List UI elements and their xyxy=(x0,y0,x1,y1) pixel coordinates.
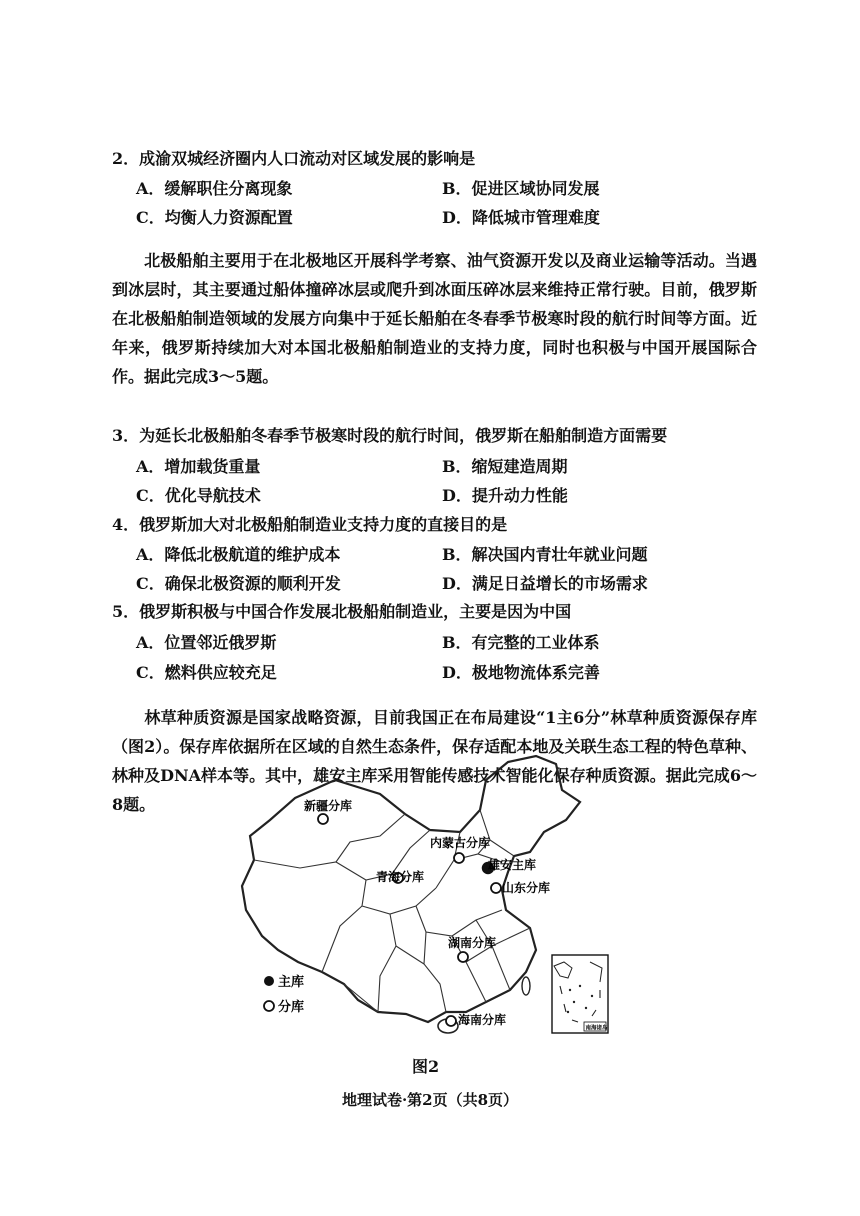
question-3-option-c: C．优化导航技术 xyxy=(136,486,261,505)
question-5-option-a: A．位置邻近俄罗斯 xyxy=(136,633,277,652)
label-hunan: 湖南分库 xyxy=(448,936,497,950)
label-qinghai: 青海分库 xyxy=(376,870,425,884)
china-map-figure xyxy=(240,750,610,1045)
label-xinjiang: 新疆分库 xyxy=(304,799,353,813)
question-3-option-a: A．增加载货重量 xyxy=(136,457,261,476)
question-5-option-b: B．有完整的工业体系 xyxy=(442,633,600,652)
question-3-option-b: B．缩短建造周期 xyxy=(442,457,568,476)
question-2-option-c: C．均衡人力资源配置 xyxy=(136,208,293,227)
question-2-option-a: A．缓解职住分离现象 xyxy=(136,179,293,198)
marker-xinjiang xyxy=(318,814,328,824)
legend-main-label: 主库 xyxy=(278,975,305,990)
question-3-option-d: D．提升动力性能 xyxy=(442,486,568,505)
question-4-option-a: A．降低北极航道的维护成本 xyxy=(136,545,341,564)
marker-shandong xyxy=(491,883,501,893)
label-xiongan: 雄安主库 xyxy=(488,858,537,872)
question-5-option-d: D．极地物流体系完善 xyxy=(442,663,600,682)
figure-caption: 图2 xyxy=(412,1057,440,1076)
taiwan-island xyxy=(522,977,530,995)
label-hainan: 海南分库 xyxy=(458,1013,507,1027)
label-neimenggu: 内蒙古分库 xyxy=(430,836,491,850)
passage-germplasm-text: 林草种质资源是国家战略资源，目前我国正在布局建设“1主6分”林草种质资源保存库（图2）。保存库依据所在区域的自然生态条件，保存适配本地及关联生态工程的特色草种、林种及DNA样本等。其中，雄安主库采用智能传感技术智能化保存种质资源。据此完成6～8题。 xyxy=(112,708,757,814)
passage-arctic-ships xyxy=(112,246,757,391)
question-4-option-c: C．确保北极资源的顺利开发 xyxy=(136,574,341,593)
question-2-stem: 2．成渝双城经济圈内人口流动对区域发展的影响是 xyxy=(112,149,476,168)
question-2-option-d: D．降低城市管理难度 xyxy=(442,208,600,227)
question-5-stem: 5．俄罗斯积极与中国合作发展北极船舶制造业，主要是因为中国 xyxy=(112,602,572,621)
page-footer: 地理试卷·第2页（共8页） xyxy=(341,1091,519,1109)
inset-label: 南海诸岛 xyxy=(585,1025,608,1032)
passage-arctic-ships-text: 北极船舶主要用于在北极地区开展科学考察、油气资源开发以及商业运输等活动。当遇到冰层时，其主要通过船体撞碎冰层或爬升到冰面压碎冰层来维持正常行驶。目前，俄罗斯在北极船舶制造领域的发展方向集中于延长船舶在冬春季节极寒时段的航行时间等方面。近年来，俄罗斯持续加大对本国北极船舶制造业的支持力度，同时也积极与中国开展国际合作。据此完成3～5题。 xyxy=(112,251,757,386)
question-5-option-c: C．燃料供应较充足 xyxy=(136,663,277,682)
legend-branch-label: 分库 xyxy=(278,1000,305,1015)
question-4-stem: 4．俄罗斯加大对北极船舶制造业支持力度的直接目的是 xyxy=(112,515,508,534)
marker-hunan xyxy=(458,952,468,962)
question-2-option-b: B．促进区域协同发展 xyxy=(442,179,600,198)
question-3-stem: 3．为延长北极船舶冬春季节极寒时段的航行时间，俄罗斯在船舶制造方面需要 xyxy=(112,426,668,445)
question-4-option-b: B．解决国内青壮年就业问题 xyxy=(442,545,648,564)
legend-main-icon xyxy=(264,976,274,986)
label-shandong: 山东分库 xyxy=(502,881,551,895)
question-4-option-d: D．满足日益增长的市场需求 xyxy=(442,574,648,593)
marker-neimenggu xyxy=(454,853,464,863)
legend-branch-icon xyxy=(264,1001,274,1011)
marker-hainan xyxy=(446,1016,456,1026)
